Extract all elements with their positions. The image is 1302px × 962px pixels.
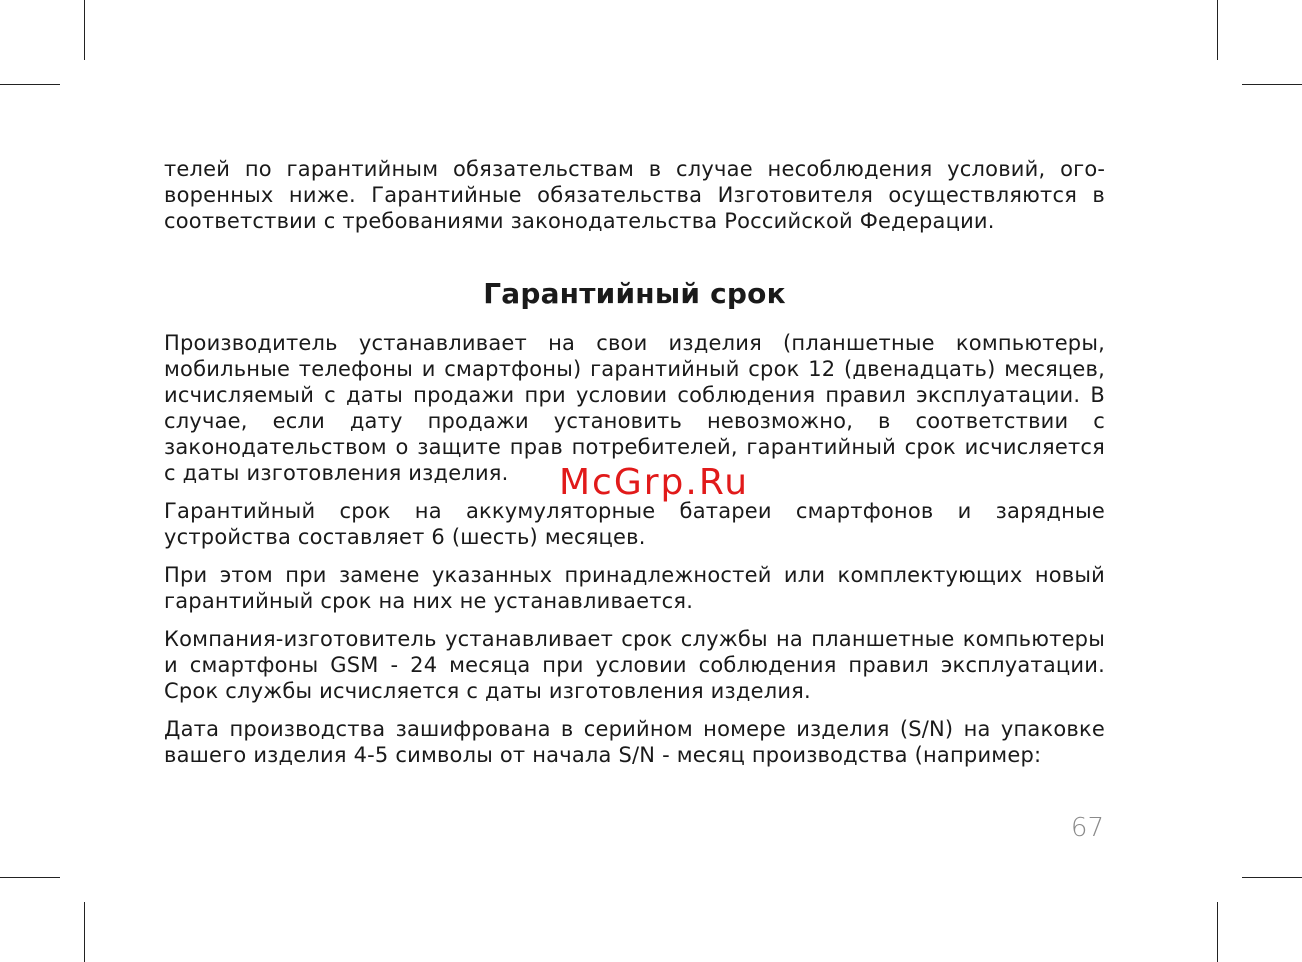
crop-mark-top-right-horizontal (1242, 84, 1302, 85)
watermark-logo: McGrp.Ru (559, 462, 750, 503)
crop-mark-top-left-horizontal (0, 84, 60, 85)
crop-mark-top-right-vertical (1217, 0, 1218, 60)
crop-mark-bottom-right-horizontal (1242, 877, 1302, 878)
paragraph-replacement-note: При этом при замене указанных принадлежностей или комплектующих новый гарантийный срок на них не устанавливается. (164, 563, 1105, 613)
paragraph-battery-warranty: Гарантийный срок на аккумуляторные батареи смартфонов и зарядные устройства составляет 6 (шесть) месяцев. (164, 499, 1105, 549)
page-number: 67 (1070, 813, 1104, 843)
paragraph-warranty-period: Производитель устанавливает на свои изделия (планшетные компьютеры, мобильные телефоны и смартфоны) гарантийный срок 12 (двенадцать) месяцев, исчисляемый с даты продажи при условии соблюдения правил эксплуатации. В случае, если дату продажи установить невозможно, в соответствии с законодательством о защите прав потребителей, гарантийный срок исчисляется с даты изготовления изделия. (164, 331, 1105, 485)
paragraph-service-life: Компания-изготовитель устанавливает срок службы на планшетные компьютеры и смартфоны GSM - 24 месяца при условии соблюдения правил эксплуатации. Срок службы исчисляется с даты изготовления изделия. (164, 627, 1105, 703)
intro-paragraph: телей по гарантийным обязательствам в случае несоблюдения условий, оговоренных ниже. Гарантийные обязательства Изготовителя осуществляются в соответствии с требованиями законодательства Российской Федерации. (164, 157, 1105, 233)
crop-mark-top-left-vertical (84, 0, 85, 60)
section-title: Гарантийный срок (483, 277, 786, 310)
crop-mark-bottom-right-vertical (1217, 902, 1218, 962)
crop-mark-bottom-left-vertical (84, 902, 85, 962)
crop-mark-bottom-left-horizontal (0, 877, 60, 878)
paragraph-production-date: Дата производства зашифрована в серийном номере изделия (S/N) на упаковке вашего изделия 4-5 символы от начала S/N - месяц производства (например: (164, 717, 1105, 767)
